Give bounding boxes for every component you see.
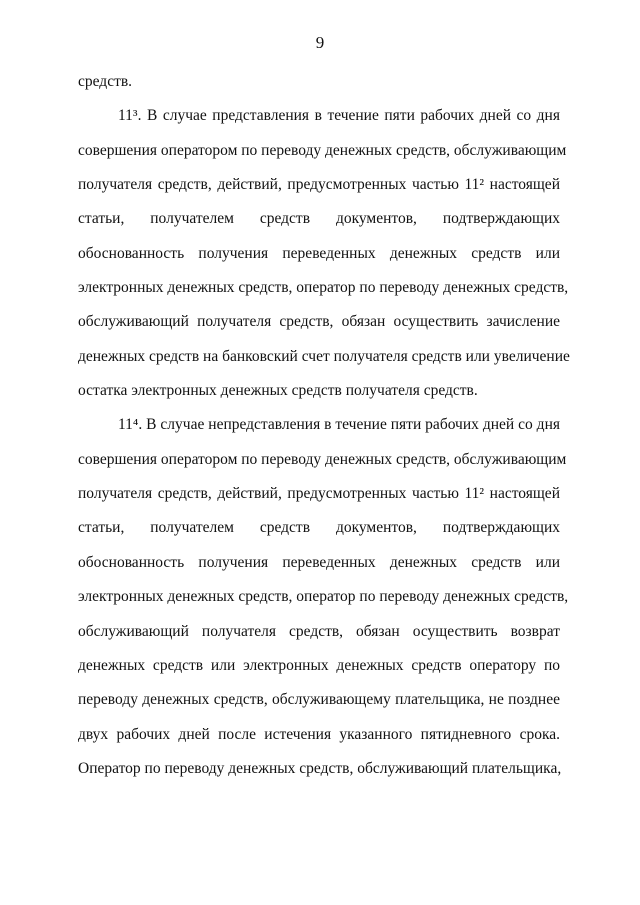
text-line: 11³. В случае представления в течение пяти рабочих дней со дня — [118, 107, 560, 125]
text-line: двух рабочих дней после истечения указанного пятидневного срока. — [78, 725, 560, 743]
text-line: получателя средств, действий, предусмотренных частью 11² настоящей — [78, 176, 560, 194]
text-line: статьи, получателем средств документов, подтверждающих — [78, 210, 560, 228]
text-line: денежных средств или электронных денежных средств оператору по — [78, 656, 560, 674]
document-body — [78, 65, 570, 786]
text-line: обоснованность получения переведенных денежных средств или — [78, 553, 560, 571]
text-line: совершения оператором по переводу денежных средств, обслуживающим — [78, 141, 567, 159]
text-line: обоснованность получения переведенных денежных средств или — [78, 244, 560, 262]
text-line: получателя средств, действий, предусмотренных частью 11² настоящей — [78, 485, 560, 503]
text-line: обслуживающий получателя средств, обязан осуществить зачисление — [78, 313, 560, 331]
text-line: Оператор по переводу денежных средств, обслуживающий плательщика, — [78, 759, 562, 777]
text-line: электронных денежных средств, оператор по переводу денежных средств, — [78, 279, 569, 297]
paragraph-11-4 — [78, 408, 569, 786]
text-line: денежных средств на банковский счет получателя средств или увеличение — [78, 347, 570, 365]
text-line: статьи, получателем средств документов, подтверждающих — [78, 519, 560, 537]
paragraph-continuation — [78, 65, 560, 99]
text-line: переводу денежных средств, обслуживающему плательщика, не позднее — [78, 691, 560, 709]
text-line: совершения оператором по переводу денежных средств, обслуживающим — [78, 450, 567, 468]
text-line: обслуживающий получателя средств, обязан осуществить возврат — [78, 622, 560, 640]
text-line: остатка электронных денежных средств получателя средств. — [78, 382, 478, 400]
text-line: 11⁴. В случае непредставления в течение пяти рабочих дней со дня — [118, 416, 560, 434]
text-line: электронных денежных средств, оператор по переводу денежных средств, — [78, 588, 569, 606]
paragraph-11-3 — [78, 99, 570, 408]
text-line: средств. — [78, 73, 133, 90]
page-number: 9 — [315, 33, 325, 52]
